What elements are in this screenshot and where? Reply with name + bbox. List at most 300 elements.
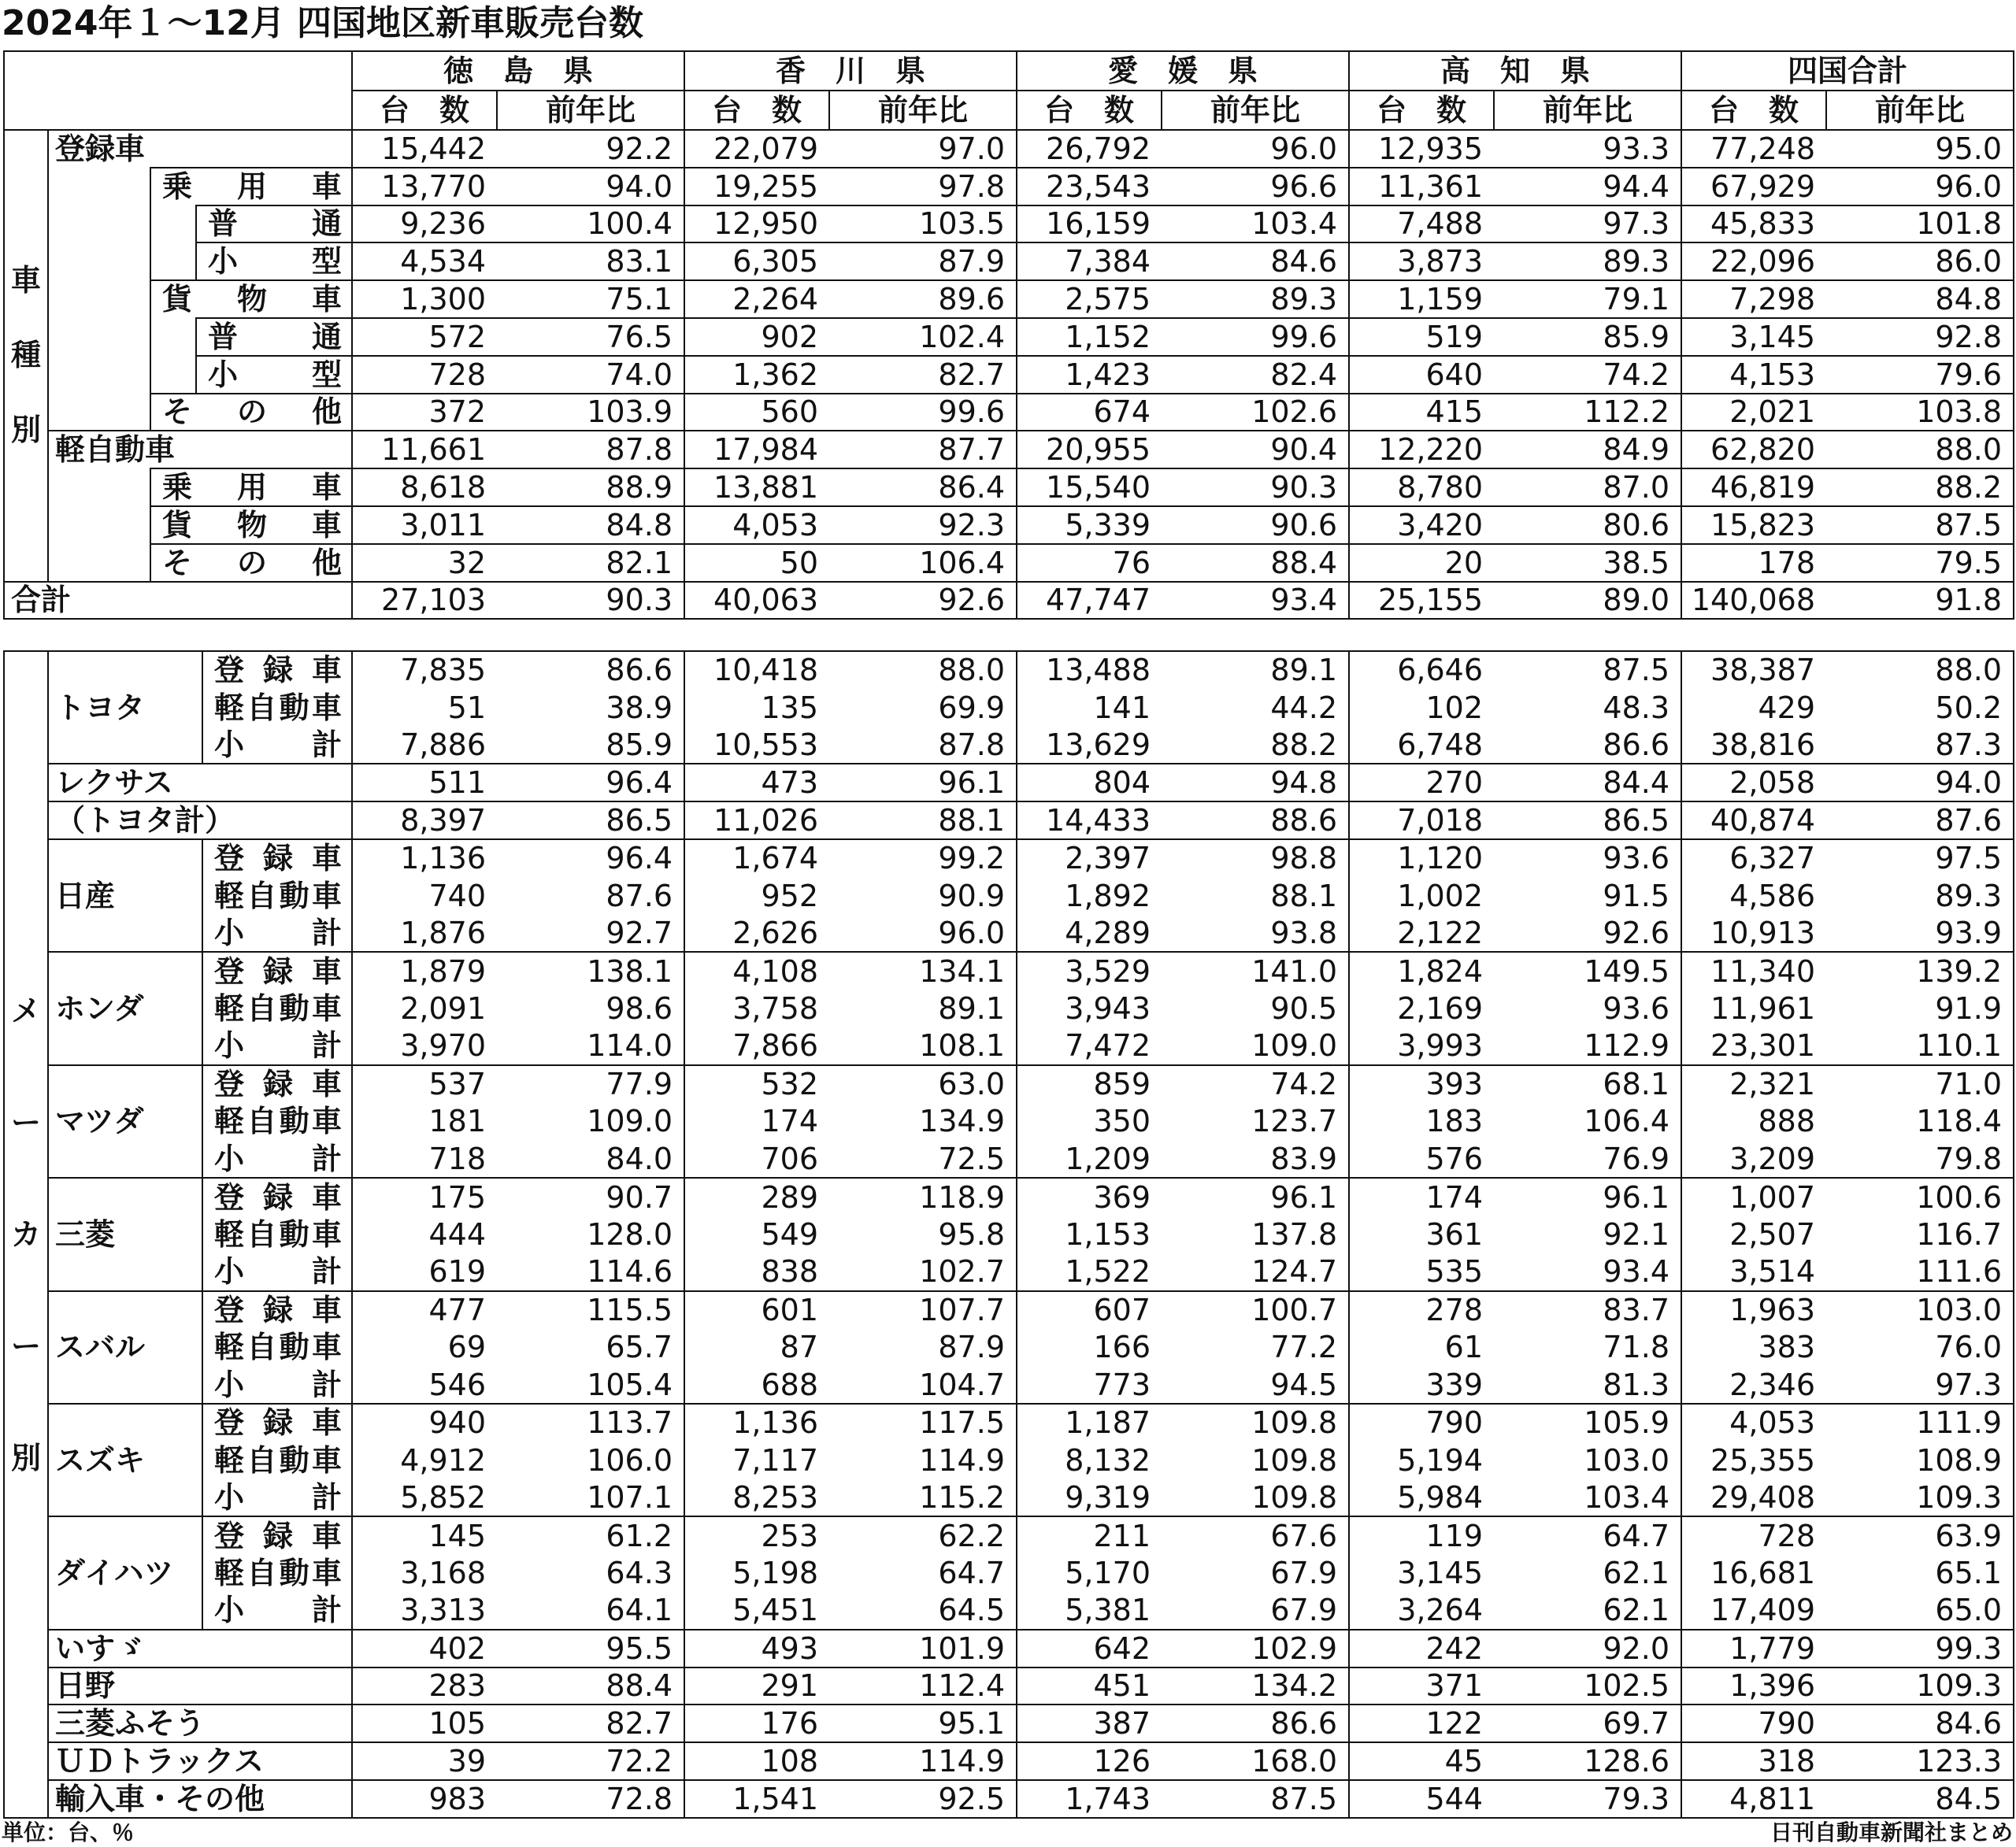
yoy-cell: 65.0	[1826, 1592, 2014, 1630]
units-cell: 17,409	[1681, 1592, 1826, 1630]
yoy-cell: 101.8	[1826, 205, 2014, 243]
vehicle-type-row	[4, 130, 2014, 168]
yoy-cell: 88.0	[1826, 431, 2014, 468]
header-corner	[4, 51, 352, 130]
unit-note: 単位：台、％	[2, 1819, 135, 1845]
yoy-cell: 62.2	[829, 1516, 1017, 1554]
header-yoy: 前年比	[1162, 91, 1349, 130]
units-cell: 102	[1349, 689, 1494, 727]
units-cell: 10,553	[684, 727, 829, 764]
yoy-cell: 109.8	[1251, 1442, 1337, 1478]
maker-name: 輸入車・その他	[48, 1780, 352, 1818]
group-label-char: メ	[10, 993, 41, 1028]
sub-label: 登録車	[202, 952, 352, 990]
units-cell: 7,886	[352, 727, 497, 764]
units-cell: 3,313	[352, 1592, 497, 1630]
units-cell: 4,053	[684, 506, 829, 544]
units-cell: 2,397	[1017, 839, 1162, 877]
units-cell: 178	[1681, 544, 1826, 582]
units-cell: 45,833	[1681, 205, 1826, 243]
header-yoy: 前年比	[1826, 91, 2014, 130]
units-cell: 135	[684, 689, 829, 727]
yoy-cell: 88.2	[1826, 468, 2014, 506]
vehicle-type-row	[4, 242, 2014, 280]
units-cell: 12,220	[1349, 431, 1494, 468]
yoy-cell: 87.6	[1826, 801, 2014, 839]
units-cell: 576	[1349, 1140, 1494, 1178]
header-prefecture: 高 知 県	[1349, 51, 1681, 91]
yoy-cell: 97.8	[829, 168, 1017, 205]
yoy-cell: 85.9	[1494, 318, 1681, 356]
units-cell: 718	[352, 1140, 497, 1178]
units-cell: 560	[684, 394, 829, 431]
indent-cell	[48, 280, 150, 318]
units-cell: 7,835	[352, 651, 497, 689]
group-label-maker	[4, 651, 48, 1818]
yoy-cell: 111.9	[1826, 1404, 2014, 1442]
sub-label: 小計	[202, 915, 352, 953]
row-label: 小型	[196, 242, 352, 280]
yoy-cell: 91.8	[1826, 582, 2014, 620]
units-cell: 13,770	[352, 168, 497, 205]
units-cell: 3,145	[1349, 1554, 1494, 1592]
sub-label: 登録車	[202, 1291, 352, 1329]
units-cell: 535	[1349, 1253, 1494, 1291]
header-units: 台 数	[352, 91, 497, 130]
units-cell: 2,507	[1681, 1216, 1826, 1253]
units-cell: 4,108	[684, 952, 829, 990]
yoy-cell: 98.6	[606, 991, 673, 1027]
yoy-cell: 79.8	[1826, 1140, 2014, 1178]
yoy-cell: 93.4	[1603, 1254, 1670, 1290]
vehicle-type-row	[4, 544, 2014, 582]
yoy-cell: 112.4	[829, 1667, 1017, 1705]
yoy-cell: 97.3	[1494, 205, 1681, 243]
units-cell: 2,169	[1349, 990, 1494, 1027]
yoy-cell: 89.1	[1162, 651, 1349, 689]
units-cell: 773	[1017, 1366, 1162, 1404]
units-cell: 402	[352, 1630, 497, 1667]
yoy-cell: 92.1	[1603, 1216, 1670, 1252]
units-cell: 339	[1349, 1366, 1494, 1404]
maker-name: 三菱	[48, 1178, 202, 1290]
units-cell: 1,136	[352, 839, 497, 877]
units-cell: 1,879	[352, 952, 497, 990]
units-cell: 6,305	[684, 242, 829, 280]
units-cell: 3,529	[1017, 952, 1162, 990]
units-cell: 87	[684, 1328, 829, 1366]
yoy-cell: 64.7	[938, 1556, 1005, 1591]
yoy-cell: 87.6	[606, 878, 673, 913]
yoy-cell: 102.5	[1494, 1667, 1681, 1705]
units-cell: 1,362	[684, 356, 829, 394]
yoy-cell: 118.9	[829, 1178, 1017, 1216]
units-cell: 145	[352, 1516, 497, 1554]
yoy-cell: 79.5	[1826, 544, 2014, 582]
yoy-cell: 107.7	[829, 1291, 1017, 1329]
row-label: 小型	[196, 356, 352, 394]
maker-row	[4, 1328, 2014, 1366]
units-cell: 3,993	[1349, 1027, 1494, 1065]
indent-cell	[150, 205, 196, 243]
yoy-cell: 82.7	[497, 1704, 684, 1742]
yoy-cell: 101.9	[829, 1630, 1017, 1667]
row-label: 乗用車	[150, 168, 352, 205]
yoy-cell: 72.2	[497, 1742, 684, 1780]
yoy-cell: 128.0	[587, 1216, 673, 1252]
units-cell: 8,780	[1349, 468, 1494, 506]
maker-row	[4, 1291, 2014, 1329]
yoy-cell: 87.5	[1826, 506, 2014, 544]
yoy-cell: 109.3	[1826, 1479, 2014, 1517]
yoy-cell: 38.5	[1494, 544, 1681, 582]
maker-row	[4, 1404, 2014, 1442]
units-cell: 444	[352, 1216, 497, 1253]
units-cell: 706	[684, 1140, 829, 1178]
maker-row	[4, 1592, 2014, 1630]
units-cell: 19,255	[684, 168, 829, 205]
yoy-cell: 105.4	[587, 1367, 673, 1402]
units-cell: 1,674	[684, 839, 829, 877]
units-cell: 166	[1017, 1328, 1162, 1366]
yoy-cell: 102.9	[1162, 1630, 1349, 1667]
sub-label: 登録車	[202, 1178, 352, 1216]
units-cell: 7,117	[684, 1442, 829, 1479]
units-cell: 2,091	[352, 990, 497, 1027]
yoy-cell: 100.7	[1162, 1291, 1349, 1329]
yoy-cell: 92.6	[829, 582, 1017, 620]
units-cell: 8,253	[684, 1479, 829, 1517]
units-cell: 790	[1349, 1404, 1494, 1442]
units-cell: 32	[352, 544, 497, 582]
units-cell: 3,873	[1349, 242, 1494, 280]
units-cell: 1,136	[684, 1404, 829, 1442]
maker-row	[4, 952, 2014, 990]
yoy-cell: 98.8	[1162, 839, 1349, 877]
yoy-cell: 99.6	[829, 394, 1017, 431]
source-note: 日刊自動車新聞社まとめ	[1770, 1819, 2013, 1845]
units-cell: 40,874	[1681, 801, 1826, 839]
units-cell: 47,747	[1017, 582, 1162, 620]
units-cell: 369	[1017, 1178, 1162, 1216]
maker-name: レクサス	[48, 764, 352, 801]
header-row-prefectures	[4, 51, 2014, 91]
yoy-cell: 94.4	[1494, 168, 1681, 205]
maker-name: マツダ	[48, 1065, 202, 1178]
group-label-char: 車	[10, 263, 41, 298]
header-yoy: 前年比	[497, 91, 684, 130]
maker-row	[4, 689, 2014, 727]
yoy-cell: 63.0	[829, 1065, 1017, 1103]
units-cell: 5,194	[1349, 1442, 1494, 1479]
row-label: 貨物車	[150, 280, 352, 318]
units-cell: 38,816	[1681, 727, 1826, 764]
yoy-cell: 94.0	[497, 168, 684, 205]
yoy-cell: 106.4	[829, 544, 1017, 582]
vehicle-type-row	[4, 582, 2014, 620]
maker-name: 日野	[48, 1667, 352, 1705]
units-cell: 14,433	[1017, 801, 1162, 839]
units-cell: 141	[1017, 689, 1162, 727]
sub-label: 軽自動車	[202, 1554, 352, 1592]
units-cell: 1,120	[1349, 839, 1494, 877]
yoy-cell: 86.5	[497, 801, 684, 839]
yoy-cell: 82.1	[497, 544, 684, 582]
sub-label: 軽自動車	[202, 1442, 352, 1479]
header-prefecture: 徳 島 県	[352, 51, 684, 91]
units-cell: 859	[1017, 1065, 1162, 1103]
yoy-cell: 87.8	[497, 431, 684, 468]
row-label: 軽自動車	[48, 431, 352, 468]
vehicle-type-row	[4, 318, 2014, 356]
yoy-cell: 87.9	[829, 242, 1017, 280]
yoy-cell: 93.6	[1603, 991, 1670, 1027]
yoy-cell: 134.2	[1162, 1667, 1349, 1705]
units-cell: 8,132	[1017, 1442, 1162, 1479]
yoy-cell: 89.3	[1494, 242, 1681, 280]
sub-label: 小計	[202, 1253, 352, 1291]
units-cell: 902	[684, 318, 829, 356]
units-cell: 2,575	[1017, 280, 1162, 318]
yoy-cell: 74.2	[1494, 356, 1681, 394]
yoy-cell: 96.1	[1162, 1178, 1349, 1216]
units-cell: 3,145	[1681, 318, 1826, 356]
units-cell: 511	[352, 764, 497, 801]
yoy-cell: 86.6	[1162, 1704, 1349, 1742]
yoy-cell: 103.8	[1826, 394, 2014, 431]
units-cell: 1,824	[1349, 952, 1494, 990]
yoy-cell: 82.7	[829, 356, 1017, 394]
page-title: 2024年１～12月 四国地区新車販売台数	[2, 3, 644, 43]
yoy-cell: 86.0	[1826, 242, 2014, 280]
units-cell: 532	[684, 1065, 829, 1103]
units-cell: 2,021	[1681, 394, 1826, 431]
yoy-cell: 94.5	[1270, 1367, 1337, 1402]
maker-row	[4, 727, 2014, 764]
yoy-cell: 96.1	[829, 764, 1017, 801]
units-cell: 2,321	[1681, 1065, 1826, 1103]
yoy-cell: 50.2	[1826, 689, 2014, 727]
yoy-cell: 89.6	[829, 280, 1017, 318]
yoy-cell: 86.4	[829, 468, 1017, 506]
maker-row	[4, 1516, 2014, 1554]
units-cell: 451	[1017, 1667, 1162, 1705]
units-cell: 15,823	[1681, 506, 1826, 544]
yoy-cell: 137.8	[1251, 1216, 1337, 1252]
units-cell: 62,820	[1681, 431, 1826, 468]
units-cell: 176	[684, 1704, 829, 1742]
yoy-cell: 168.0	[1162, 1742, 1349, 1780]
yoy-cell: 116.7	[1826, 1216, 2014, 1253]
units-cell: 29,408	[1681, 1479, 1826, 1517]
units-cell: 283	[352, 1667, 497, 1705]
sub-label: 軽自動車	[202, 1103, 352, 1141]
yoy-cell: 84.6	[1826, 1704, 2014, 1742]
yoy-cell: 103.5	[829, 205, 1017, 243]
yoy-cell: 96.4	[497, 839, 684, 877]
yoy-cell: 88.6	[1162, 801, 1349, 839]
yoy-cell: 106.0	[587, 1442, 673, 1478]
yoy-cell: 76.9	[1603, 1141, 1670, 1176]
units-cell: 67,929	[1681, 168, 1826, 205]
units-cell: 12,935	[1349, 130, 1494, 168]
yoy-cell: 109.0	[587, 1104, 673, 1139]
units-cell: 546	[352, 1366, 497, 1404]
yoy-cell: 139.2	[1826, 952, 2014, 990]
units-cell: 6,646	[1349, 651, 1494, 689]
yoy-cell: 99.6	[1162, 318, 1349, 356]
units-cell: 27,103	[352, 582, 497, 620]
units-cell: 46,819	[1681, 468, 1826, 506]
units-cell: 69	[352, 1328, 497, 1366]
units-cell: 126	[1017, 1742, 1162, 1780]
units-cell: 11,961	[1681, 990, 1826, 1027]
yoy-cell: 61.2	[497, 1516, 684, 1554]
yoy-cell: 95.0	[1826, 130, 2014, 168]
maker-name: スズキ	[48, 1404, 202, 1516]
units-cell: 5,451	[684, 1592, 829, 1630]
maker-name: 三菱ふそう	[48, 1704, 352, 1742]
units-cell: 318	[1681, 1742, 1826, 1780]
units-cell: 740	[352, 877, 497, 915]
yoy-cell: 117.5	[829, 1404, 1017, 1442]
units-cell: 25,155	[1349, 582, 1494, 620]
yoy-cell: 69.7	[1494, 1704, 1681, 1742]
units-cell: 45	[1349, 1742, 1494, 1780]
yoy-cell: 92.8	[1826, 318, 2014, 356]
units-cell: 7,384	[1017, 242, 1162, 280]
units-cell: 790	[1681, 1704, 1826, 1742]
yoy-cell: 124.7	[1251, 1254, 1337, 1290]
units-cell: 4,811	[1681, 1780, 1826, 1818]
units-cell: 4,912	[352, 1442, 497, 1479]
yoy-cell: 90.3	[497, 582, 684, 620]
maker-row	[4, 1366, 2014, 1404]
yoy-cell: 64.5	[938, 1593, 1005, 1628]
units-cell: 1,522	[1017, 1253, 1162, 1291]
units-cell: 11,026	[684, 801, 829, 839]
yoy-cell: 123.7	[1251, 1104, 1337, 1139]
units-cell: 1,187	[1017, 1404, 1162, 1442]
units-cell: 1,779	[1681, 1630, 1826, 1667]
units-cell: 13,881	[684, 468, 829, 506]
units-cell: 1,743	[1017, 1780, 1162, 1818]
yoy-cell: 114.9	[919, 1442, 1005, 1478]
units-cell: 5,984	[1349, 1479, 1494, 1517]
maker-row	[4, 1103, 2014, 1141]
vehicle-type-row	[4, 280, 2014, 318]
vehicle-type-row	[4, 356, 2014, 394]
units-cell: 838	[684, 1253, 829, 1291]
yoy-cell: 48.3	[1603, 690, 1670, 725]
yoy-cell: 91.5	[1603, 878, 1670, 913]
yoy-cell: 94.8	[1162, 764, 1349, 801]
group-label-char: 種	[10, 338, 41, 373]
yoy-cell: 83.1	[497, 242, 684, 280]
sub-label: 軽自動車	[202, 689, 352, 727]
row-label: 普通	[196, 318, 352, 356]
yoy-cell: 128.6	[1494, 1742, 1681, 1780]
yoy-cell: 65.1	[1826, 1554, 2014, 1592]
yoy-cell: 102.4	[829, 318, 1017, 356]
yoy-cell: 97.3	[1826, 1366, 2014, 1404]
sub-label: 小計	[202, 1027, 352, 1065]
yoy-cell: 65.7	[606, 1330, 673, 1365]
yoy-cell: 93.4	[1162, 582, 1349, 620]
maker-row	[4, 839, 2014, 877]
yoy-cell: 134.1	[829, 952, 1017, 990]
group-label-char: カ	[10, 1216, 41, 1252]
yoy-cell: 113.7	[497, 1404, 684, 1442]
row-label: 貨物車	[150, 506, 352, 544]
header-yoy: 前年比	[829, 91, 1017, 130]
header-prefecture: 愛 媛 県	[1017, 51, 1349, 91]
yoy-cell: 92.0	[1494, 1630, 1681, 1667]
yoy-cell: 114.9	[829, 1742, 1017, 1780]
yoy-cell: 67.9	[1270, 1556, 1337, 1591]
units-cell: 11,661	[352, 431, 497, 468]
units-cell: 4,586	[1681, 877, 1826, 915]
yoy-cell: 90.6	[1162, 506, 1349, 544]
units-cell: 174	[684, 1103, 829, 1141]
yoy-cell: 76.0	[1826, 1328, 2014, 1366]
units-cell: 1,007	[1681, 1178, 1826, 1216]
yoy-cell: 107.1	[587, 1479, 673, 1515]
units-cell: 9,319	[1017, 1479, 1162, 1517]
maker-name: いすゞ	[48, 1630, 352, 1667]
units-cell: 15,442	[352, 130, 497, 168]
group-label-char: ー	[10, 1105, 41, 1140]
indent-cell	[150, 318, 196, 356]
yoy-cell: 90.3	[1162, 468, 1349, 506]
units-cell: 952	[684, 877, 829, 915]
units-cell: 371	[1349, 1667, 1494, 1705]
yoy-cell: 87.3	[1826, 727, 2014, 764]
units-cell: 61	[1349, 1328, 1494, 1366]
yoy-cell: 88.2	[1270, 727, 1337, 762]
yoy-cell: 92.7	[606, 915, 673, 950]
units-cell: 4,534	[352, 242, 497, 280]
yoy-cell: 92.2	[497, 130, 684, 168]
header-prefecture: 四国合計	[1681, 51, 2014, 91]
units-cell: 3,011	[352, 506, 497, 544]
yoy-cell: 83.7	[1494, 1291, 1681, 1329]
yoy-cell: 96.0	[1826, 168, 2014, 205]
yoy-cell: 96.1	[1494, 1178, 1681, 1216]
yoy-cell: 108.9	[1826, 1442, 2014, 1479]
maker-row	[4, 651, 2014, 689]
units-cell: 10,913	[1681, 915, 1826, 953]
yoy-cell: 88.0	[1826, 651, 2014, 689]
units-cell: 350	[1017, 1103, 1162, 1141]
units-cell: 642	[1017, 1630, 1162, 1667]
yoy-cell: 76.5	[497, 318, 684, 356]
indent-cell	[48, 205, 150, 243]
yoy-cell: 97.5	[1826, 839, 2014, 877]
units-cell: 183	[1349, 1103, 1494, 1141]
sub-label: 登録車	[202, 1404, 352, 1442]
maker-row	[4, 1667, 2014, 1705]
yoy-cell: 90.9	[938, 878, 1005, 913]
units-cell: 2,058	[1681, 764, 1826, 801]
yoy-cell: 79.1	[1494, 280, 1681, 318]
sub-label: 小計	[202, 1366, 352, 1404]
yoy-cell: 102.7	[919, 1254, 1005, 1290]
yoy-cell: 114.0	[587, 1028, 673, 1064]
units-cell: 383	[1681, 1328, 1826, 1366]
sub-label: 小計	[202, 1479, 352, 1517]
units-cell: 429	[1681, 689, 1826, 727]
